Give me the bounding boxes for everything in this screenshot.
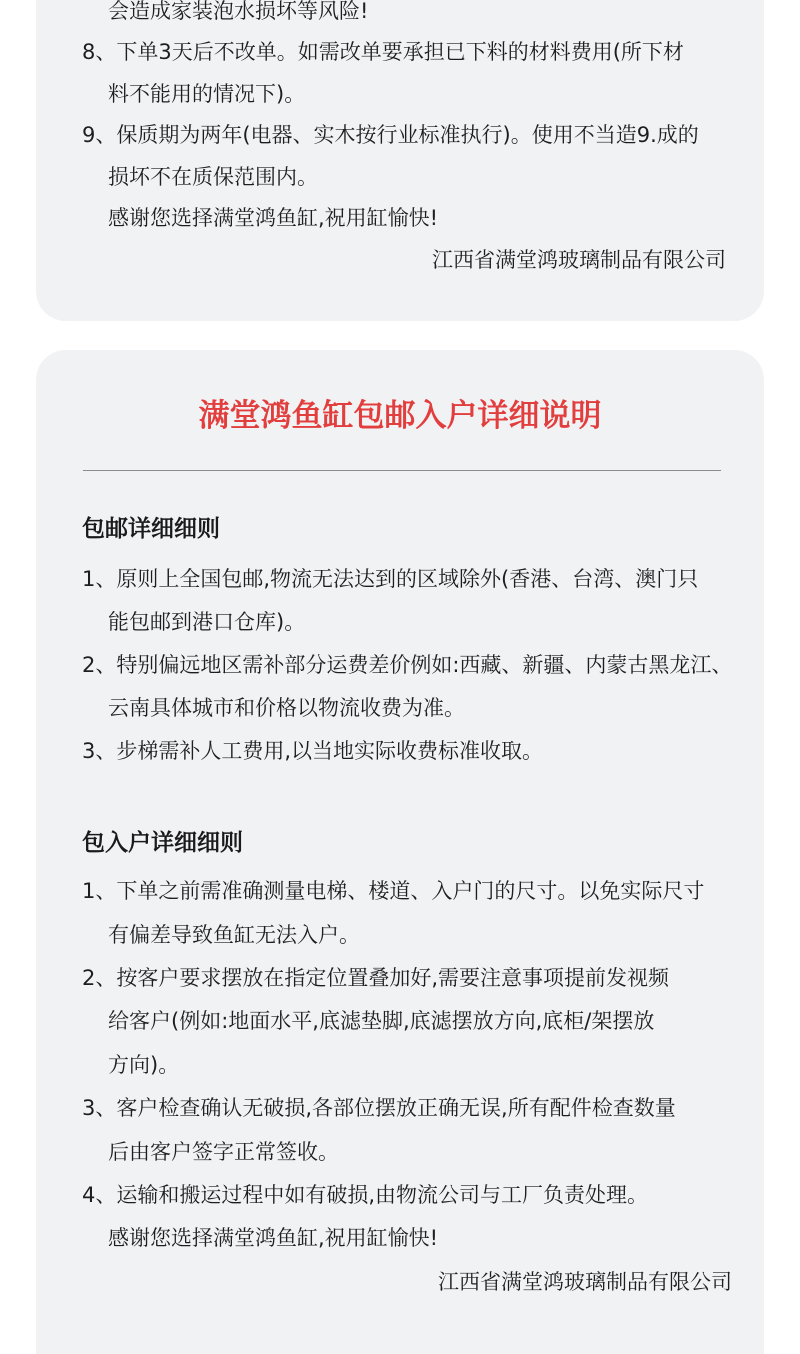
text-line: 2、特别偏远地区需补部分运费差价例如:西藏、新疆、内蒙古黑龙江、 <box>82 653 733 677</box>
text-line: 云南具体城市和价格以物流收费为准。 <box>108 696 465 720</box>
text-line: 4、运输和搬运过程中如有破损,由物流公司与工厂负责处理。 <box>82 1183 649 1207</box>
text-line: 损坏不在质保范围内。 <box>108 165 318 189</box>
text-line: 给客户(例如:地面水平,底滤垫脚,底滤摆放方向,底柜/架摆放 <box>108 1009 655 1033</box>
text-line: 方向)。 <box>108 1053 180 1077</box>
section-heading-shipping: 包邮详细细则 <box>82 516 220 542</box>
thanks-line: 感谢您选择满堂鸿鱼缸,祝用缸愉快! <box>108 1226 439 1250</box>
text-line: 8、下单3天后不改单。如需改单要承担已下料的材料费用(所下材 <box>82 40 684 64</box>
text-line: 2、按客户要求摆放在指定位置叠加好,需要注意事项提前发视频 <box>82 966 670 990</box>
text-line: 3、客户检查确认无破损,各部位摆放正确无误,所有配件检查数量 <box>82 1096 676 1120</box>
thanks-line: 感谢您选择满堂鸿鱼缸,祝用缸愉快! <box>108 206 439 230</box>
text-line: 料不能用的情况下)。 <box>108 82 306 106</box>
text-line: 有偏差导致鱼缸无法入户。 <box>108 923 360 947</box>
text-line: 1、原则上全国包邮,物流无法达到的区域除外(香港、台湾、澳门只 <box>82 567 699 591</box>
company-signature: 江西省满堂鸿玻璃制品有限公司 <box>432 248 726 272</box>
text-line: 后由客户签字正常签收。 <box>108 1140 339 1164</box>
shipping-delivery-card <box>36 350 764 1354</box>
title-divider <box>83 470 721 471</box>
card-title: 满堂鸿鱼缸包邮入户详细说明 <box>198 398 602 434</box>
text-line: 3、步梯需补人工费用,以当地实际收费标准收取。 <box>82 739 544 763</box>
text-line: 1、下单之前需准确测量电梯、楼道、入户门的尺寸。以免实际尺寸 <box>82 879 705 903</box>
company-signature: 江西省满堂鸿玻璃制品有限公司 <box>438 1270 732 1294</box>
text-line: 9、保质期为两年(电器、实木按行业标准执行)。使用不当造9.成的 <box>82 123 699 147</box>
notice-card-top <box>36 0 764 321</box>
text-line: 能包邮到港口仓库)。 <box>108 610 306 634</box>
text-line: 会造成家装泡水损坏等风险! <box>108 0 369 23</box>
section-heading-delivery: 包入户详细细则 <box>82 830 243 856</box>
